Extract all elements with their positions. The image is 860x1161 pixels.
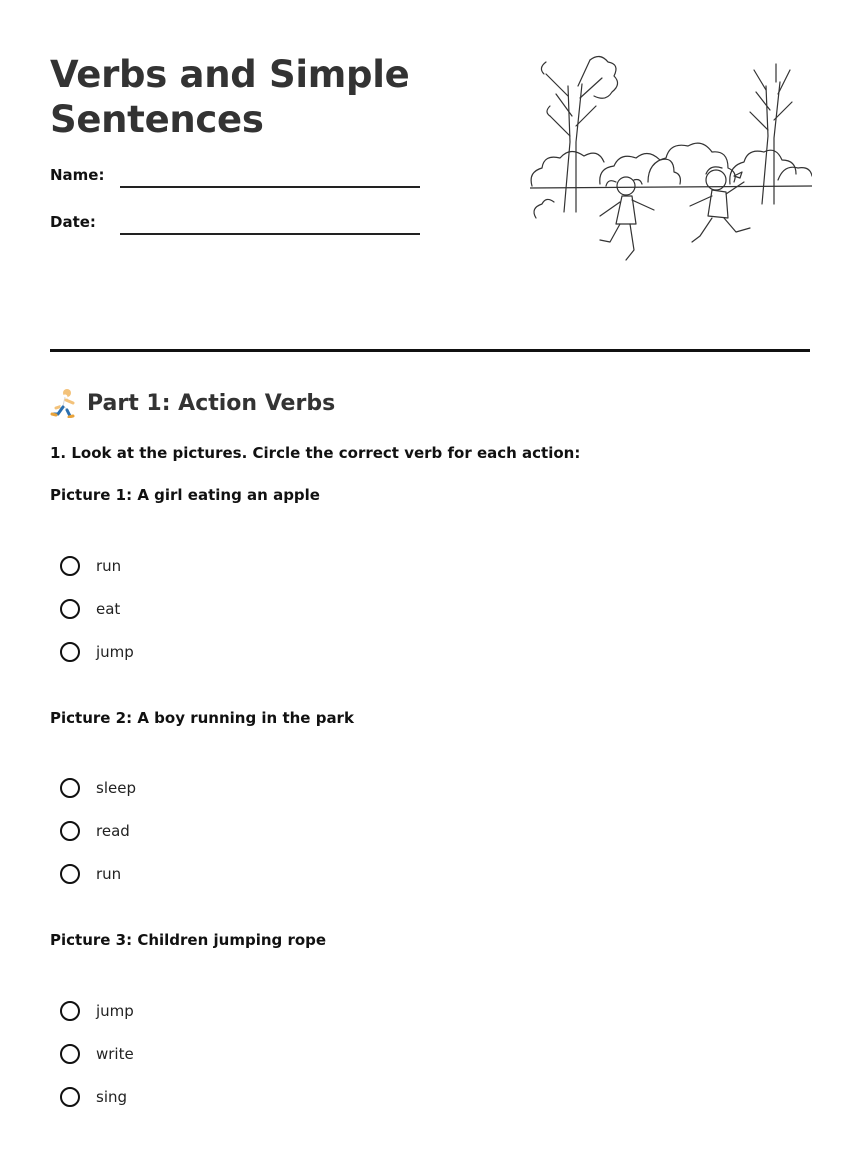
worksheet-title bbox=[50, 52, 470, 142]
question-1-title: Picture 1: A girl eating an apple bbox=[50, 486, 320, 504]
radio-circle[interactable] bbox=[60, 821, 80, 841]
name-line[interactable] bbox=[120, 186, 420, 188]
q2-option-read[interactable] bbox=[60, 818, 130, 844]
q2-option-sleep[interactable] bbox=[60, 775, 136, 801]
part1-heading-text: Part 1: Action Verbs bbox=[87, 390, 336, 416]
q3-option-sing[interactable] bbox=[60, 1084, 127, 1110]
radio-circle[interactable] bbox=[60, 864, 80, 884]
section-divider bbox=[50, 349, 810, 352]
option-label: eat bbox=[96, 600, 121, 618]
radio-circle[interactable] bbox=[60, 1044, 80, 1064]
q1-option-jump[interactable] bbox=[60, 639, 134, 665]
radio-circle[interactable] bbox=[60, 599, 80, 619]
radio-circle[interactable] bbox=[60, 1001, 80, 1021]
radio-circle[interactable] bbox=[60, 556, 80, 576]
question-3-title: Picture 3: Children jumping rope bbox=[50, 931, 327, 949]
date-field[interactable] bbox=[50, 213, 420, 237]
option-label: jump bbox=[96, 643, 134, 661]
date-label: Date: bbox=[50, 213, 96, 231]
name-field[interactable] bbox=[50, 166, 420, 190]
title-line-1: Verbs and Simple bbox=[50, 53, 410, 96]
part1-heading bbox=[50, 386, 335, 420]
option-label: jump bbox=[96, 1002, 134, 1020]
children-playing-park-drawing bbox=[530, 46, 812, 270]
worksheet-page bbox=[50, 0, 810, 1161]
radio-circle[interactable] bbox=[60, 642, 80, 662]
radio-circle[interactable] bbox=[60, 1087, 80, 1107]
running-person-icon bbox=[50, 388, 78, 418]
option-label: sleep bbox=[96, 779, 136, 797]
question-2-title: Picture 2: A boy running in the park bbox=[50, 709, 354, 727]
q3-option-write[interactable] bbox=[60, 1041, 134, 1067]
option-label: write bbox=[96, 1045, 134, 1063]
part1-instruction: 1. Look at the pictures. Circle the correct verb for each action: bbox=[50, 444, 581, 462]
q2-option-run[interactable] bbox=[60, 861, 121, 887]
title-line-2: Sentences bbox=[50, 98, 264, 141]
q3-option-jump[interactable] bbox=[60, 998, 134, 1024]
q1-option-run[interactable] bbox=[60, 553, 121, 579]
q1-option-eat[interactable] bbox=[60, 596, 120, 622]
radio-circle[interactable] bbox=[60, 778, 80, 798]
date-line[interactable] bbox=[120, 233, 420, 235]
name-label: Name: bbox=[50, 166, 105, 184]
option-label: read bbox=[96, 822, 130, 840]
option-label: run bbox=[96, 865, 122, 883]
option-label: run bbox=[96, 557, 122, 575]
option-label: sing bbox=[96, 1088, 128, 1106]
